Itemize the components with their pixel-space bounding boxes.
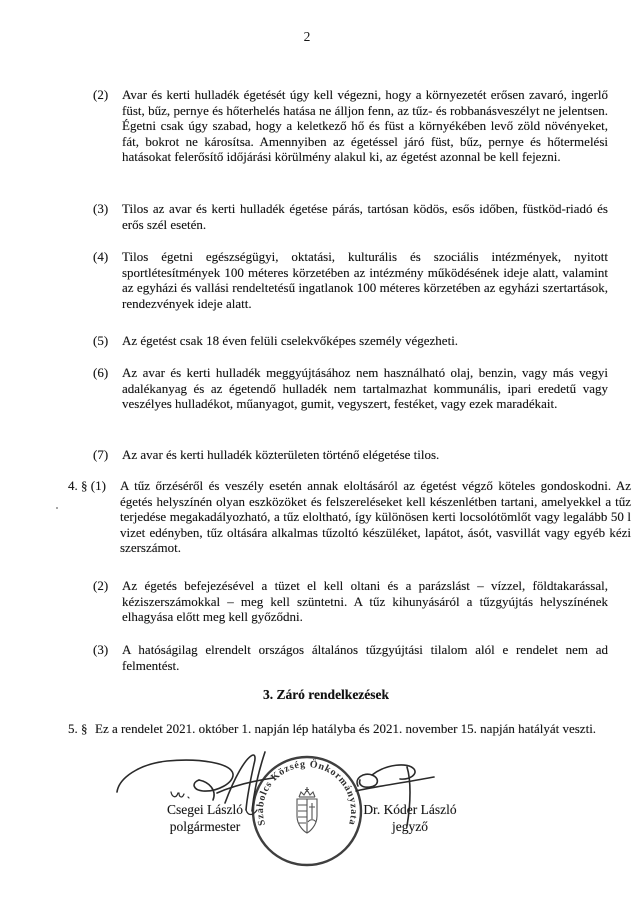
official-stamp [247, 751, 367, 871]
section-marker: 5. § [68, 721, 88, 736]
paragraph-text: Tilos az avar és kerti hulladék égetése párás, tartósan ködös, esős időben, füstköd-riadó és erős szél esetén. [122, 201, 608, 232]
section4-paragraph-3 [93, 642, 608, 673]
paragraph-3 [93, 201, 608, 232]
paragraph-marker: (3) [93, 642, 109, 657]
paragraph-6 [93, 365, 608, 412]
paragraph-5 [93, 333, 608, 349]
section-marker: 4. § (1) [68, 478, 106, 493]
paragraph-marker: (2) [93, 578, 109, 593]
paragraph-marker: (7) [93, 447, 109, 462]
paragraph-7 [93, 447, 608, 463]
stamp-text: Szabolcs Község Önkormányzata [254, 758, 360, 827]
signatory-left [145, 802, 265, 835]
scan-artifact [56, 507, 58, 509]
paragraph-marker: (2) [93, 87, 109, 102]
signatory-title: jegyző [392, 818, 428, 834]
paragraph-2 [93, 87, 608, 165]
paragraph-text: A tűz őrzéséről és veszély esetén annak eloltásáról az égetést végző köteles gondoskodni. Az égetés helyszínén olyan eszközöket és felszereléseket kell készenlétben tartani, amelyekkel a tűz terjedése megakadályozható, a tűz eloltható, így különösen kerti locsolótömlőt vagy legalább 50 l vizet edényben, tűz oltására alkalmas tűzoltó készüléket, lapátot, ásót, vasvillát vagy egyéb kézi szerszámot. [120, 478, 631, 555]
paragraph-text: Ez a rendelet 2021. október 1. napján lép hatályba és 2021. november 15. napján hatályát veszti. [95, 721, 597, 736]
signatory-title: polgármester [169, 818, 241, 834]
paragraph-text: Az égetést csak 18 éven felüli cselekvőképes személy végezheti. [122, 333, 459, 348]
paragraph-4 [93, 249, 608, 311]
paragraph-marker: (5) [93, 333, 109, 348]
page-number: 2 [303, 29, 311, 44]
section4-paragraph-1 [68, 478, 631, 556]
signatory-name: Csegei László [166, 802, 244, 817]
coat-of-arms-icon [297, 787, 317, 833]
section-heading: 3. Záró rendelkezések [262, 687, 390, 702]
signatory-right [350, 802, 470, 835]
paragraph-marker: (3) [93, 201, 109, 216]
paragraph-text: Az avar és kerti hulladék közterületen történő elégetése tilos. [122, 447, 440, 462]
paragraph-marker: (4) [93, 249, 109, 264]
section5-paragraph [68, 721, 606, 737]
paragraph-text: Az avar és kerti hulladék meggyújtásához nem használható olaj, benzin, vagy más vegyi adalékanyag és az égetendő hulladék nem tartalmazhat kommunális, ipari eredetű vagy veszélyes hulladékot, műanyagot, gumit, vegyszert, festéket, vagy ezek maradékait. [122, 365, 608, 411]
paragraph-text: Avar és kerti hulladék égetését úgy kell végezni, hogy a környezetét erősen zavaró, ingerlő füst, bűz, pernye és hőterhelés hatása ne álljon fenn, az tűz- és robbanásveszélyt ne jelentsen. Égetni csak úgy szabad, hogy a keletkező hő és füst a környékében levő zöld növényeket, fát, bokrot ne károsítsa. Amennyiben az égetéssel járó füst, bűz, pernye és hőtermelési hatásokat felerősítő időjárási körülmény alakul ki, az égetést azonnal be kell fejezni. [122, 87, 608, 164]
paragraph-text: Tilos égetni egészségügyi, oktatási, kulturális és szociális intézmények, nyitott sportlétesítmények 100 méteres körzetében az intézmény működésének ideje alatt, valamint az egyházi és vallási rendeltetésű ingatlanok 100 méteres körzetében az egyházi szertartások, rendezvények ideje alatt. [122, 249, 608, 311]
section4-paragraph-2 [93, 578, 608, 625]
signatory-name: Dr. Kóder László [363, 802, 457, 817]
paragraph-marker: (6) [93, 365, 109, 380]
paragraph-text: A hatóságilag elrendelt országos általános tűzgyújtási tilalom alól e rendelet nem ad felmentést. [122, 642, 608, 673]
paragraph-text: Az égetés befejezésével a tüzet el kell oltani és a parázslást – vízzel, földtakarással, kéziszerszámokkal – meg kell szüntetni. A tűz kihunyásáról a tűzgyújtás helyszínének elhagyása előtt meg kell győződni. [122, 578, 608, 624]
